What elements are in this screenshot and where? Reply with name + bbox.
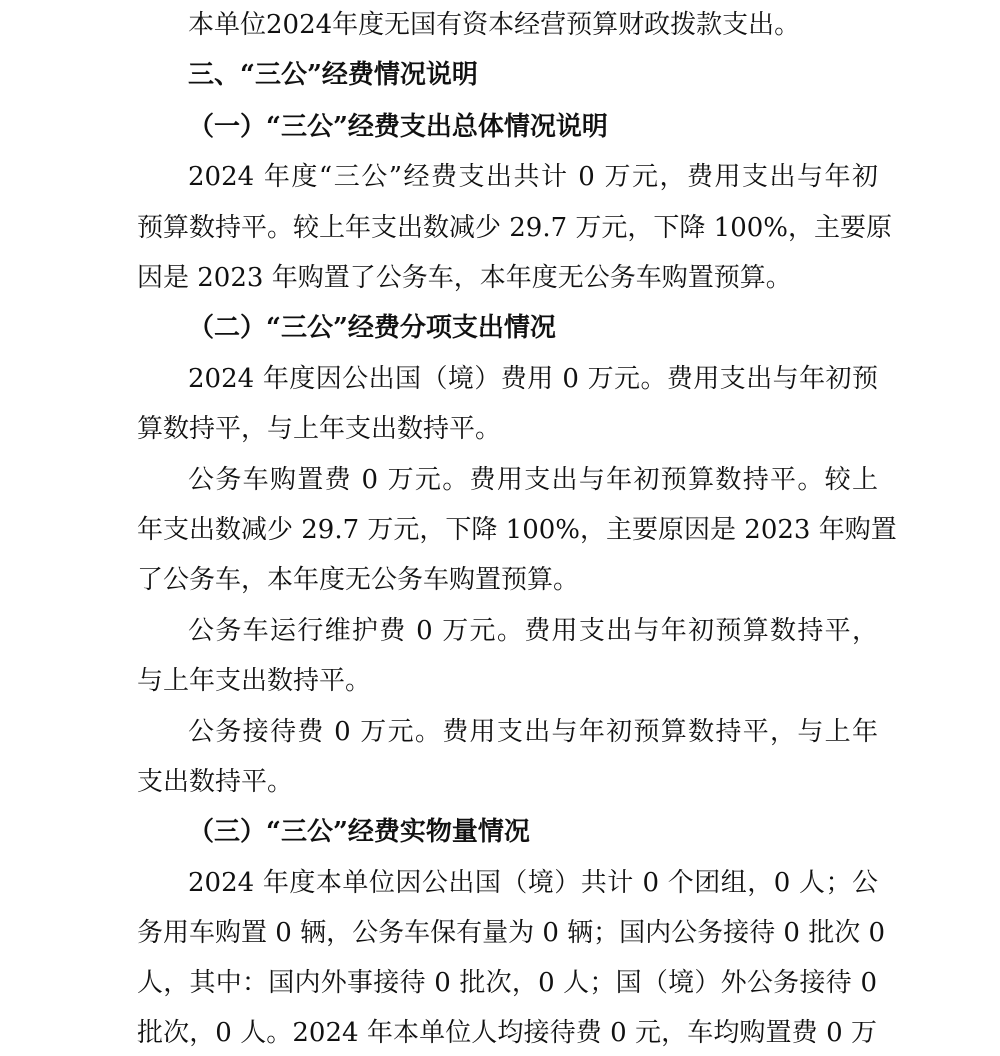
- body-text-line: 因是 2023 年购置了公务车，本年度无公务车购置预算。: [137, 263, 792, 293]
- body-text-line: 了公务车，本年度无公务车购置预算。: [137, 565, 580, 595]
- body-text-line: 公务接待费 0 万元。费用支出与年初预算数持平，与上年: [188, 717, 878, 747]
- subsection-heading-itemized: （二）“三公”经费分项支出情况: [188, 313, 556, 343]
- body-text-line: 2024 年度本单位因公出国（境）共计 0 个团组，0 人；公: [188, 868, 878, 898]
- subsection-heading-overall: （一）“三公”经费支出总体情况说明: [188, 112, 608, 142]
- body-text-line: 预算数持平。较上年支出数减少 29.7 万元，下降 100%，主要原: [137, 213, 893, 243]
- subsection-heading-physical-quantity: （三）“三公”经费实物量情况: [188, 817, 530, 847]
- body-text-line: 算数持平，与上年支出数持平。: [137, 414, 502, 444]
- body-text-line: 务用车购置 0 辆，公务车保有量为 0 辆；国内公务接待 0 批次 0: [137, 918, 886, 948]
- body-text-line: 支出数持平。: [137, 767, 294, 797]
- body-text-line: 2024 年度因公出国（境）费用 0 万元。费用支出与年初预: [188, 364, 878, 394]
- body-text-line: 人，其中：国内外事接待 0 批次，0 人；国（境）外公务接待 0: [137, 968, 877, 998]
- body-text-line: 公务车购置费 0 万元。费用支出与年初预算数持平。较上: [188, 465, 878, 495]
- body-text-line: 批次，0 人。2024 年本单位人均接待费 0 元，车均购置费 0 万: [137, 1018, 877, 1048]
- body-text-line: 本单位2024年度无国有资本经营预算财政拨款支出。: [188, 10, 801, 40]
- body-text-line: 公务车运行维护费 0 万元。费用支出与年初预算数持平，: [188, 616, 878, 646]
- section-heading-three-public-expenses: 三、“三公”经费情况说明: [188, 60, 478, 90]
- body-text-line: 2024 年度“三公”经费支出共计 0 万元，费用支出与年初: [188, 162, 878, 192]
- body-text-line: 与上年支出数持平。: [137, 666, 372, 696]
- body-text-line: 年支出数减少 29.7 万元，下降 100%，主要原因是 2023 年购置: [137, 515, 897, 545]
